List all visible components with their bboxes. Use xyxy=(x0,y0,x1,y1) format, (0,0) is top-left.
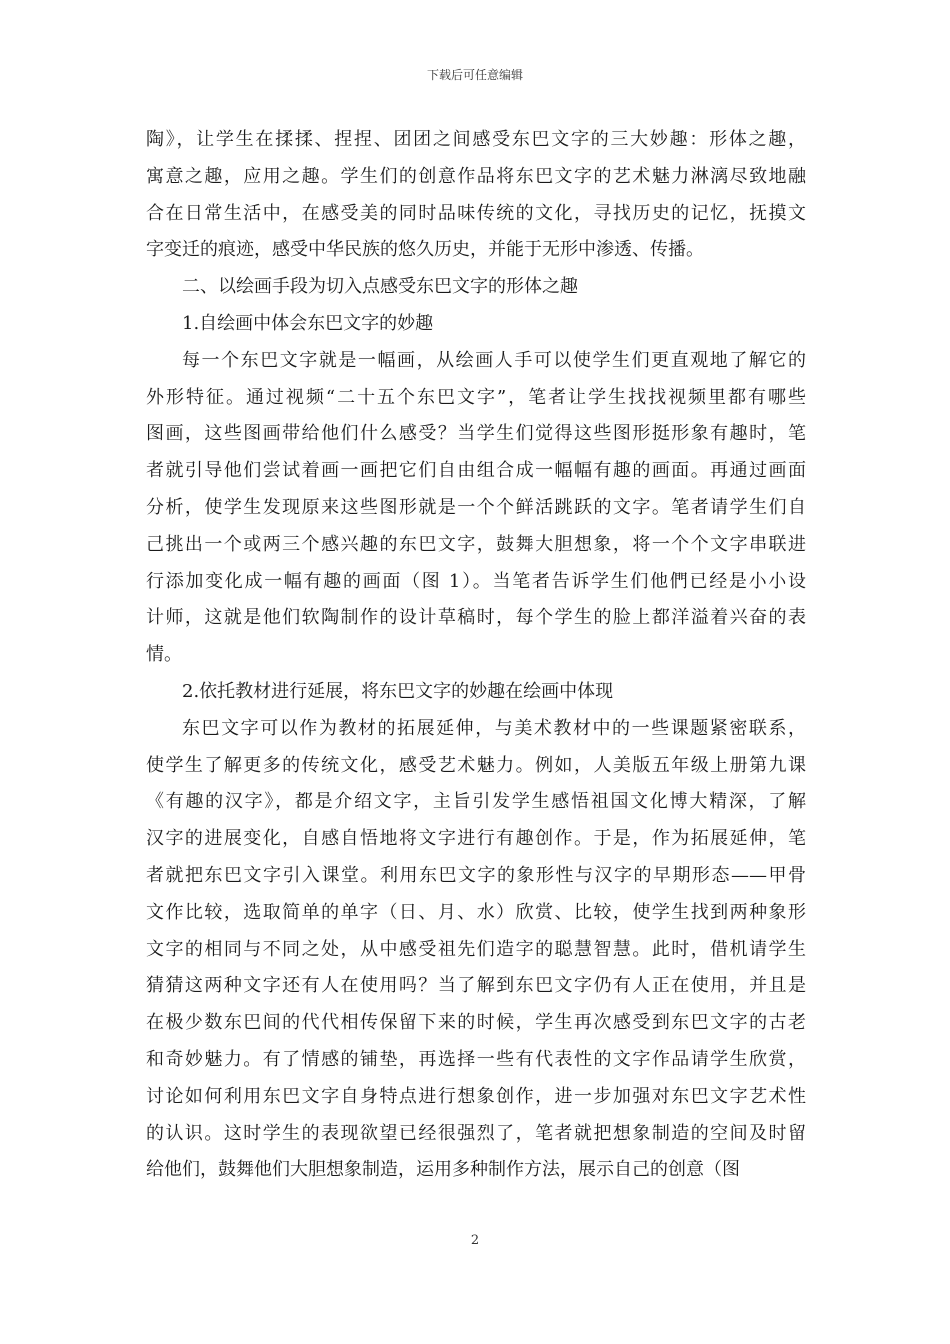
text-line: 行添加变化成一幅有趣的画面（图 1）。当笔者告诉学生们他們已经是小小设 xyxy=(146,570,806,592)
text-line: 文字的相同与不同之处，从中感受祖先们造字的聪慧智慧。此时，借机请学生 xyxy=(146,938,806,960)
text-line: 陶》，让学生在揉揉、捏捏、团团之间感受东巴文字的三大妙趣：形体之趣， xyxy=(146,129,806,150)
page-number: 2 xyxy=(470,1233,480,1248)
text-line: 己挑出一个或两三个感兴趣的东巴文字，鼓舞大胆想象，将一个个文字串联进 xyxy=(146,533,806,555)
section-heading xyxy=(146,269,806,306)
text-line: 2.依托教材进行延展，将东巴文字的妙趣在绘画中体现 xyxy=(182,680,614,702)
text-line: 寓意之趣，应用之趣。学生们的创意作品将东巴文字的艺术魅力淋漓尽致地融 xyxy=(146,165,806,187)
text-line: 给他们，鼓舞他们大胆想象制造，运用多种制作方法，展示自己的创意（图 xyxy=(146,1159,740,1181)
text-line: 和奇妙魅力。有了情感的铺垫，再选择一些有代表性的文字作品请学生欣赏， xyxy=(146,1048,806,1070)
text-line: 二、以绘画手段为切入点感受东巴文字的形体之趣 xyxy=(182,276,578,298)
text-line: 情。 xyxy=(146,644,182,666)
text-line: 者就引导他们尝试着画一画把它们自由组合成一幅幅有趣的画面。再通过画面 xyxy=(146,460,806,482)
paragraph xyxy=(146,343,806,674)
document-body xyxy=(146,122,806,1189)
text-line: 分析，使学生发现原来这些图形就是一个个鲜活跳跃的文字。笔者请学生们自 xyxy=(146,496,806,518)
text-line: 1.自绘画中体会东巴文字的妙趣 xyxy=(182,312,434,334)
text-line: 每一个东巴文字就是一幅画，从绘画人手可以使学生们更直观地了解它的 xyxy=(182,349,806,371)
text-line: 文作比较，选取简单的单字（日、月、水）欣赏、比较，使学生找到两种象形 xyxy=(146,901,806,923)
text-line: 字变迁的痕迹，感受中华民族的悠久历史，并能于无形中渗透、传播。 xyxy=(146,239,704,261)
text-line: 在极少数东巴间的代代相传保留下来的时候，学生再次感受到东巴文字的古老 xyxy=(146,1012,806,1034)
page-header: 下载后可任意编辑 xyxy=(426,68,523,82)
text-line: 外形特征。通过视频“二十五个东巴文字”，笔者让学生找找视频里都有哪些 xyxy=(146,386,806,408)
text-line: 者就把东巴文字引入课堂。利用东巴文字的象形性与汉字的早期形态——甲骨 xyxy=(146,864,806,886)
paragraph xyxy=(146,711,806,1189)
text-line: 《有趣的汉字》，都是介绍文字，主旨引发学生感悟祖国文化博大精深，了解 xyxy=(146,791,806,813)
text-line: 猜猜这两种文字还有人在使用吗？当了解到东巴文字仍有人正在使用，并且是 xyxy=(146,975,806,997)
text-line: 汉字的进展变化，自感自悟地将文字进行有趣创作。于是，作为拓展延伸，笔 xyxy=(146,828,806,850)
text-line: 图画，这些图画带给他们什么感受？当学生们觉得这些图形挺形象有趣时，笔 xyxy=(146,423,806,445)
text-line: 计师，这就是他们软陶制作的设计草稿时，每个学生的脸上都洋溢着兴奋的表 xyxy=(146,607,806,629)
text-line: 使学生了解更多的传统文化，感受艺术魅力。例如，人美版五年级上册第九课 xyxy=(146,754,806,776)
text-line: 东巴文字可以作为教材的拓展延伸，与美术教材中的一些课题紧密联系， xyxy=(182,717,806,739)
text-line: 合在日常生活中，在感受美的同时品味传统的文化，寻找历史的记忆，抚摸文 xyxy=(146,202,806,224)
section-heading xyxy=(146,306,806,343)
text-line: 讨论如何利用东巴文字自身特点进行想象创作，进一步加强对东巴文字艺术性 xyxy=(146,1085,806,1107)
text-line: 的认识。这时学生的表现欲望已经很强烈了，笔者就把想象制造的空间及时留 xyxy=(146,1122,806,1144)
section-heading xyxy=(146,674,806,711)
paragraph xyxy=(146,122,806,269)
